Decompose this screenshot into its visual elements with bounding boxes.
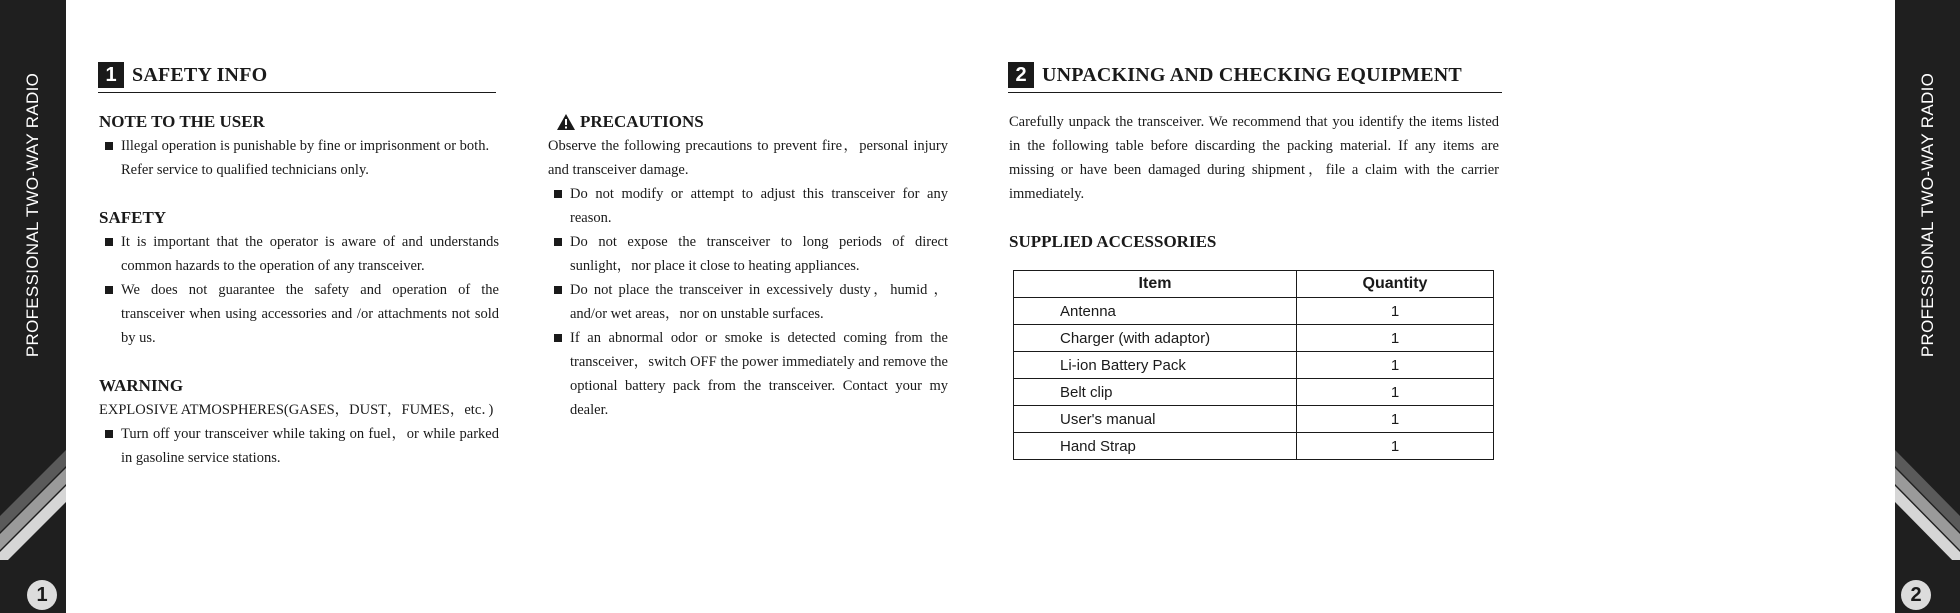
- safety-heading: SAFETY: [99, 208, 167, 227]
- table-row: [1014, 325, 1494, 352]
- section-1-title: SAFETY INFO: [132, 63, 268, 86]
- accessories-table: [1013, 270, 1494, 460]
- warning-text: EXPLOSIVE ATMOSPHERES(GASES，DUST，FUMES，etc．): [99, 402, 494, 418]
- column-precautions: [548, 110, 948, 422]
- bullet-square-icon: [554, 334, 562, 342]
- table-cell-quantity: 1: [1297, 433, 1494, 460]
- precaution-bullet: If an abnormal odor or smoke is detected coming from the transceiver，switch OFF the power immediately and remove the optional battery pack from the transceiver. Contact your my dealer.: [548, 326, 948, 422]
- warning-triangle-icon: [556, 113, 576, 131]
- table-cell-quantity: 1: [1297, 352, 1494, 379]
- bullet-square-icon: [554, 190, 562, 198]
- table-header-row: [1014, 271, 1494, 298]
- section-2-number: 2: [1008, 62, 1034, 88]
- warning-bullet: Turn off your transceiver while taking on fuel，or while parked in gasoline service stations.: [99, 422, 499, 470]
- table-cell-item: Li-ion Battery Pack: [1014, 352, 1297, 379]
- table-cell-item: Antenna: [1014, 298, 1297, 325]
- column-unpacking: [1009, 110, 1499, 254]
- bullet-square-icon: [105, 238, 113, 246]
- bullet-square-icon: [105, 286, 113, 294]
- column-header-item: Item: [1014, 271, 1297, 298]
- page-number-left: 1: [27, 580, 57, 610]
- precautions-heading: PRECAUTIONS: [548, 110, 948, 134]
- precaution-bullet: Do not modify or attempt to adjust this transceiver for any reason.: [548, 182, 948, 230]
- bullet-square-icon: [105, 430, 113, 438]
- note-heading: NOTE TO THE USER: [99, 112, 265, 131]
- table-cell-quantity: 1: [1297, 406, 1494, 433]
- table-row: [1014, 433, 1494, 460]
- table-cell-item: User's manual: [1014, 406, 1297, 433]
- table-row: [1014, 298, 1494, 325]
- section-2-header: [1008, 62, 1502, 93]
- column-header-quantity: Quantity: [1297, 271, 1494, 298]
- section-1-number: 1: [98, 62, 124, 88]
- table-cell-quantity: 1: [1297, 379, 1494, 406]
- right-side-strip: [1895, 0, 1960, 613]
- bullet-square-icon: [105, 142, 113, 150]
- table-cell-item: Belt clip: [1014, 379, 1297, 406]
- table-cell-item: Hand Strap: [1014, 433, 1297, 460]
- bullet-square-icon: [554, 286, 562, 294]
- safety-bullet: We does not guarantee the safety and operation of the transceiver when using accessories and /or attachments not sold by us.: [99, 278, 499, 350]
- note-extra: Refer service to qualified technicians only.: [121, 162, 369, 178]
- side-label-left: PROFESSIONAL TWO-WAY RADIO: [23, 72, 42, 358]
- unpacking-intro: Carefully unpack the transceiver. We recommend that you identify the items listed in the following table before discarding the packing material. If any items are missing or have been damaged during shipment，file a claim with the carrier immediately.: [1009, 114, 1499, 202]
- note-bullet: Illegal operation is punishable by fine or imprisonment or both.: [99, 134, 499, 158]
- precaution-bullet: Do not place the transceiver in excessively dusty，humid ，and/or wet areas，nor on unstable surfaces.: [548, 278, 948, 326]
- side-label-right: PROFESSIONAL TWO-WAY RADIO: [1917, 72, 1937, 358]
- table-row: [1014, 379, 1494, 406]
- precautions-intro: Observe the following precautions to prevent fire，personal injury and transceiver damage.: [548, 138, 948, 178]
- warning-heading: WARNING: [99, 376, 184, 395]
- stripe-decoration-left: [0, 440, 66, 560]
- section-2-title: UNPACKING AND CHECKING EQUIPMENT: [1042, 63, 1462, 86]
- bullet-square-icon: [554, 238, 562, 246]
- table-row: [1014, 352, 1494, 379]
- table-cell-item: Charger (with adaptor): [1014, 325, 1297, 352]
- stripe-decoration-right: [1895, 440, 1960, 560]
- precaution-bullet: Do not expose the transceiver to long periods of direct sunlight，nor place it close to heating appliances.: [548, 230, 948, 278]
- table-cell-quantity: 1: [1297, 298, 1494, 325]
- column-safety: [99, 110, 499, 470]
- page-number-right: 2: [1901, 580, 1931, 610]
- left-side-strip: [0, 0, 66, 613]
- accessories-heading: SUPPLIED ACCESSORIES: [1009, 232, 1217, 251]
- section-1-header: [98, 62, 496, 93]
- safety-bullet: It is important that the operator is aware of and understands common hazards to the operation of any transceiver.: [99, 230, 499, 278]
- table-row: [1014, 406, 1494, 433]
- table-cell-quantity: 1: [1297, 325, 1494, 352]
